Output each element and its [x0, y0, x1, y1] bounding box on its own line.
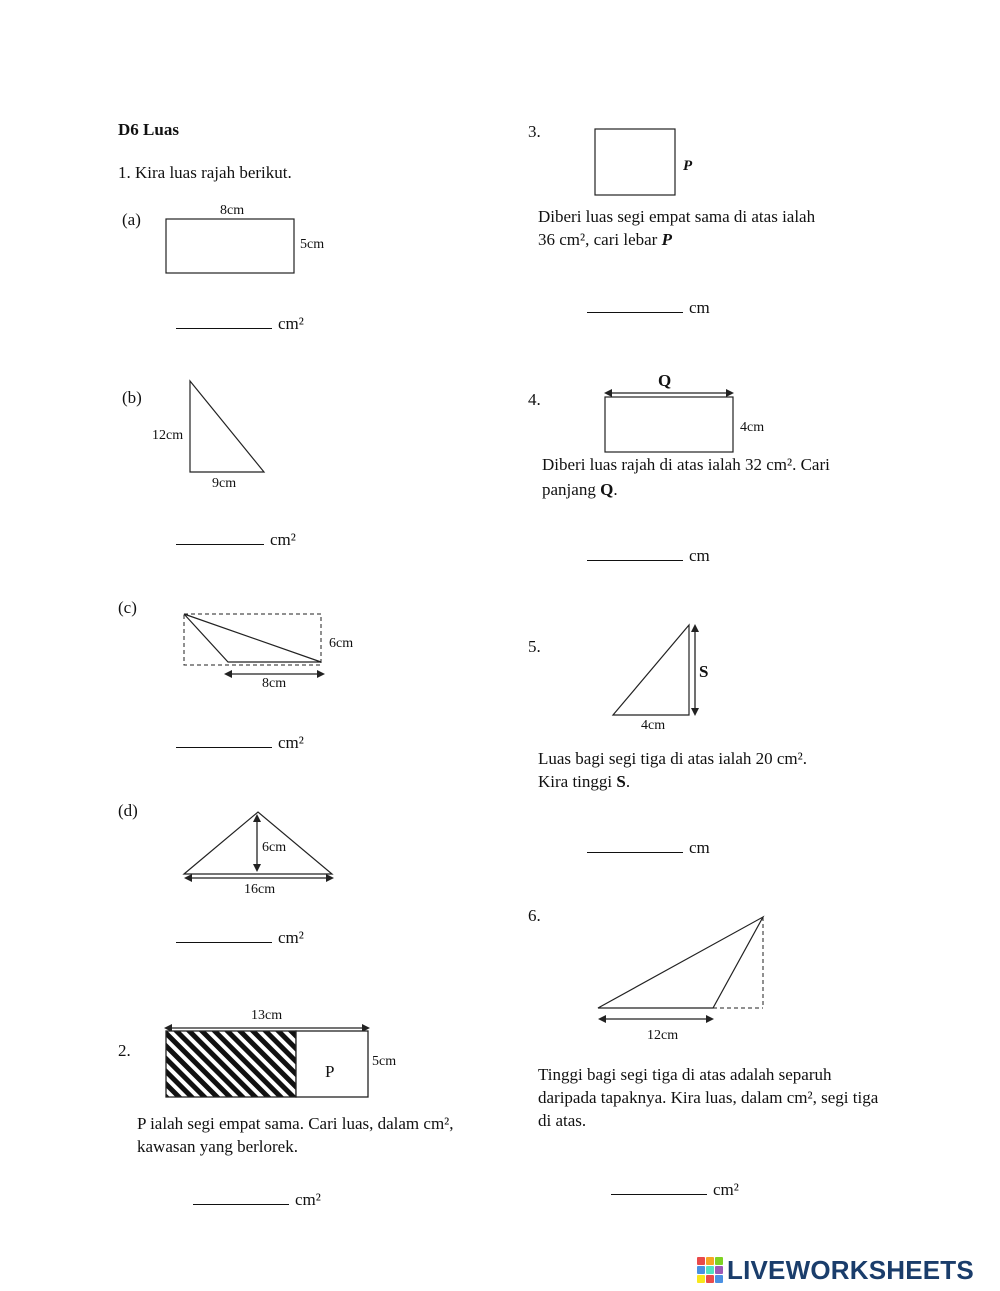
q1b-unit: cm² — [270, 530, 296, 549]
q1a-width-label: 8cm — [220, 203, 245, 218]
q4-text-line2: panjang Q. — [542, 480, 618, 499]
q4-height-label: 4cm — [740, 420, 765, 435]
q3-unit: cm — [689, 298, 710, 317]
q1d-base-label: 16cm — [244, 882, 276, 897]
q1d-answer-input[interactable] — [176, 928, 272, 943]
shaded-rectangle-figure — [160, 1018, 375, 1103]
q6-answer-input[interactable] — [611, 1180, 707, 1195]
q5-text-line2: Kira tinggi S. — [538, 772, 631, 791]
q1a-label: (a) — [122, 210, 141, 229]
logo-grid-icon — [697, 1257, 723, 1283]
q3-side-label: P — [683, 158, 693, 174]
q2-width-label: 13cm — [251, 1008, 283, 1023]
q2-answer — [193, 1190, 321, 1210]
question-4-number: 4. — [528, 390, 541, 409]
liveworksheets-logo — [697, 1254, 974, 1286]
q2-answer-input[interactable] — [193, 1190, 289, 1205]
q1c-label: (c) — [118, 598, 137, 617]
q1a-answer — [176, 314, 304, 334]
q1b-base-label: 9cm — [212, 476, 237, 491]
q6-question-text: Tinggi bagi segi tiga di atas adalah separuh daripada tapaknya. Kira luas, dalam cm², segi tiga di atas. — [538, 1065, 879, 1130]
question-6-number: 6. — [528, 906, 541, 925]
q4-answer-input[interactable] — [587, 546, 683, 561]
q1c-height-label: 6cm — [329, 636, 354, 651]
logo-text: LIVEWORKSHEETS — [727, 1254, 974, 1285]
q3-text-line2: 36 cm², cari lebar P — [538, 230, 672, 249]
obtuse-triangle-q6-figure — [593, 912, 773, 1027]
q1c-answer — [176, 733, 304, 753]
q2-height-label: 5cm — [372, 1054, 397, 1069]
q1b-height-label: 12cm — [152, 428, 184, 443]
square-figure — [590, 125, 685, 200]
right-triangle-figure — [185, 378, 270, 478]
q4-text-line1: Diberi luas rajah di atas ialah 32 cm². Cari — [542, 455, 830, 474]
page-title: D6 Luas — [118, 120, 179, 139]
q5-unit: cm — [689, 838, 710, 857]
q1d-answer — [176, 928, 304, 948]
rectangle-q4-figure — [600, 384, 740, 459]
q1c-base-label: 8cm — [262, 676, 287, 691]
q4-unit: cm — [689, 546, 710, 565]
rectangle-figure — [160, 215, 305, 280]
question-2-number: 2. — [118, 1041, 131, 1060]
isosceles-triangle-figure — [180, 808, 340, 883]
q2-unit: cm² — [295, 1190, 321, 1209]
q1c-unit: cm² — [278, 733, 304, 752]
q1b-answer-input[interactable] — [176, 530, 264, 545]
q1d-label: (d) — [118, 801, 138, 820]
question-3-number: 3. — [528, 122, 541, 141]
q1c-answer-input[interactable] — [176, 733, 272, 748]
q1a-height-label: 5cm — [300, 237, 325, 252]
q1b-label: (b) — [122, 388, 142, 407]
q3-text-line1: Diberi luas segi empat sama di atas ialah — [538, 207, 816, 226]
q2-question-text: P ialah segi empat sama. Cari luas, dalam cm², kawasan yang berlorek. — [137, 1114, 454, 1156]
obtuse-triangle-figure — [180, 610, 330, 690]
q6-base-label: 12cm — [647, 1028, 679, 1043]
q5-text-line1: Luas bagi segi tiga di atas ialah 20 cm². — [538, 749, 807, 768]
q1d-height-label: 6cm — [262, 840, 287, 855]
q5-height-label: S — [699, 662, 709, 681]
q1d-unit: cm² — [278, 928, 304, 947]
q3-answer-input[interactable] — [587, 298, 683, 313]
question-1-instruction: 1. Kira luas rajah berikut. — [118, 163, 292, 182]
q4-answer — [587, 546, 710, 566]
q6-answer — [611, 1180, 739, 1200]
q1a-answer-input[interactable] — [176, 314, 272, 329]
q1a-unit: cm² — [278, 314, 304, 333]
question-5-number: 5. — [528, 637, 541, 656]
q4-length-label: Q — [658, 371, 672, 390]
q5-answer-input[interactable] — [587, 838, 683, 853]
q5-base-label: 4cm — [641, 718, 666, 733]
q6-unit: cm² — [713, 1180, 739, 1199]
q5-answer — [587, 838, 710, 858]
right-triangle-q5-figure — [608, 620, 703, 720]
q3-answer — [587, 298, 710, 318]
q2-square-label: P — [325, 1062, 335, 1081]
q1b-answer — [176, 530, 296, 550]
